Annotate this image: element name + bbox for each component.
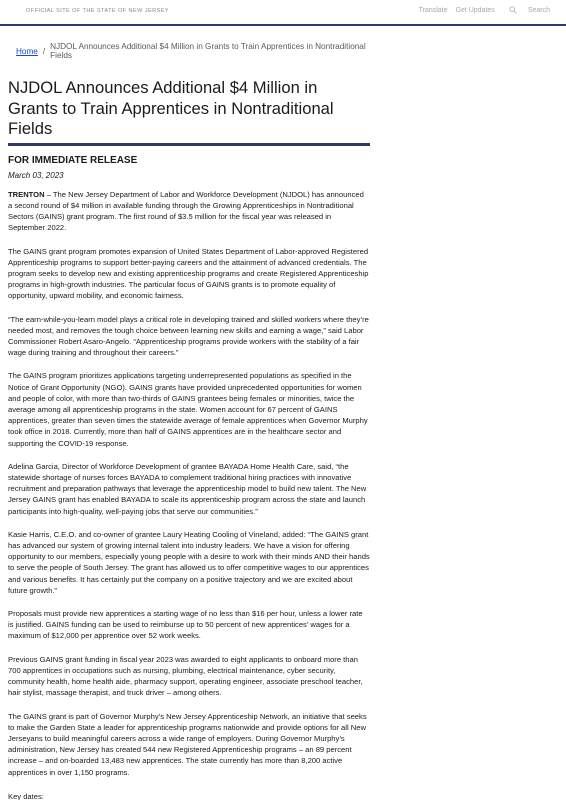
search-label: Search — [527, 6, 550, 14]
paragraph-1-text: – The New Jersey Department of Labor and Workforce Development (NJDOL) has announced a second round of $4 million in available funding through the Growing Apprenticeships in Nontraditional Sectors (GAINS) grant program. The first round of $3.5 million for the fiscal year was released in September 2022. — [8, 189, 364, 233]
paragraph-5: Adelina Garcia, Director of Workforce Development of grantee BAYADA Home Health Care, said, “the statewide shortage of nurses forces BAYADA to complement traditional hiring practices with innovative recruitment and preparation pathways that leverage the apprenticeship model to build new talent. The New Jersey GAINS grant has enabled BAYADA to scale its apprenticeship program across the state and launch participants into high-quality, well-paying jobs that serve our communities.” — [8, 461, 367, 516]
paragraph-9: The GAINS grant is part of Governor Murphy’s New Jersey Apprenticeship Network, an initiative that seeks to make the Garden State a leader for apprenticeship programs nationwide and provide options for all New Jerseyans to build meaningful careers across a wide range of employers. During Governor Murphy’s administration, New Jersey has created 544 new Registered Apprenticeship programs – an 89 percent increase – and on-boarded 13,483 new apprentices. The state currently has more than 8,200 active apprentices in over 1,150 programs. — [8, 711, 367, 777]
key-dates-heading: Key dates: — [8, 791, 44, 800]
paragraph-2: The GAINS grant program promotes expansion of United States Department of Labor-approved Registered Apprenticeship programs to support better-paying careers and the attainment of advanced credentials. The program seeks to develop new and existing apprenticeship programs and create Registered Apprenticeship programs in high-growth industries. The particular focus of GAINS grants is to promote equality of opportunity, upward mobility, and economic fairness. — [8, 246, 369, 301]
paragraph-7: Proposals must provide new apprentices a starting wage of no less than $16 per hour, unless a lower rate is justified. GAINS funding can be used to reimburse up to 50 percent of new apprentices’ wages for a maximum of $12,000 per apprentice over 52 work weeks. — [8, 609, 363, 641]
search-button[interactable] — [509, 6, 550, 14]
breadcrumb-separator: / — [42, 46, 46, 56]
release-date: March 03, 2023 — [8, 170, 64, 180]
official-site-label: OFFICIAL SITE OF THE STATE OF NEW JERSEY — [26, 8, 169, 14]
search-icon — [509, 6, 517, 14]
main-content — [0, 42, 566, 800]
translate-link[interactable]: Translate — [418, 6, 448, 14]
paragraph-4: The GAINS program prioritizes applications targeting underrepresented populations as specified in the Notice of Grant Opportunity (NGO). GAINS grants have provided unprecedented opportunities for women and people of color, with more than two-thirds of GAINS grantees being females or minorities, twice the average among all apprenticeship programs in the state. Women account for 67 percent of GAINS apprentices, greater than seven times the statewide average of female apprentices when Governor Murphy took office in 2018. Currently, more than half of GAINS apprentices are in the healthcare sector and supporting the COVID-19 response. — [8, 371, 368, 448]
paragraph-8: Previous GAINS grant funding in fiscal year 2023 was awarded to eight applicants to onboard more than 700 apprentices in occupations such as nursing, plumbing, electrical maintenance, cyber security, community health, home health aide, pharmacy support, operating engineer, associate preschool teacher, hair stylist, massage therapist, and truck driver – among others. — [8, 654, 363, 698]
release-label: FOR IMMEDIATE RELEASE — [8, 154, 138, 166]
page-title: NJDOL Announces Additional $4 Million in Grants to Train Apprentices in Nontraditional Fields — [8, 78, 370, 146]
paragraph-1 — [8, 189, 370, 234]
top-utility-links — [411, 6, 550, 14]
paragraph-6: Kasie Harris, C.E.O. and co-owner of grantee Laury Heating Cooling of Vineland, added: “The GAINS grant has advanced our system of growing internal talent into industry leaders. We have a vision for offering opportunity to our members, especially young people with a desire to work with their minds AND their hands to serve the people of South Jersey. The grant has allowed us to offer competitive wages to our apprentices and various benefits. It has certainly put the company on a positive trajectory and we are excited about future growth.” — [8, 529, 370, 595]
breadcrumb — [8, 42, 370, 60]
dateline: TRENTON — [8, 189, 45, 199]
paragraph-3: “The earn-while-you-learn model plays a critical role in developing trained and skilled workers where they’re needed most, and removes the tough choice between learning new skills and earning a wage,” said Labor Commissioner Robert Asaro-Angelo. “Apprenticeship programs provide workers with the stability of a fair wage during training and throughout their careers.” — [8, 314, 369, 358]
article-body — [8, 189, 370, 800]
top-banner — [0, 0, 566, 26]
breadcrumb-home-link[interactable]: Home — [16, 46, 38, 56]
get-updates-link[interactable]: Get Updates — [455, 6, 495, 14]
breadcrumb-current: NJDOL Announces Additional $4 Million in Grants to Train Apprentices in Nontraditional Fields — [50, 42, 366, 60]
